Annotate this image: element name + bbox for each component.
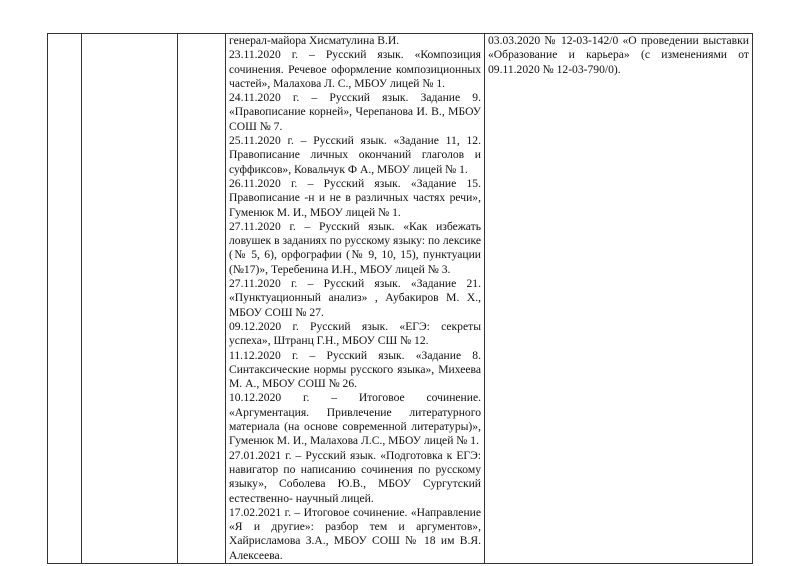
event-entry: 26.11.2020 г. – Русский язык. «Задание 15. Правописание -н и не в различных частях речи», Гуменюк М. И., МБОУ лицей № 1. [229,176,481,219]
event-entry: 27.11.2020 г. – Русский язык. «Как избежать ловушек в заданиях по русскому языку: по лексике (№ 5, 6), орфографии (№ 9, 10, 15), пунктуации (№17)», Теребенина И.Н., МБОУ лицей № 3. [229,219,481,276]
event-entry: 23.11.2020 г. – Русский язык. «Композиция сочинения. Речевое оформление композиционных частей», Малахова Л. С., МБОУ лицей № 1. [229,48,481,90]
event-entry: 27.01.2021 г. – Русский язык. «Подготовка к ЕГЭ: навигатор по написанию сочинения по русскому языку», Соболева Ю.В., МБОУ Сургутский естественно- научный лицей. [229,448,481,505]
event-entry: 09.12.2020 г. Русский язык. «ЕГЭ: секреты успеха», Штранц Г.Н., МБОУ СШ № 12. [229,319,481,348]
cell-empty [82,34,178,564]
events-table [47,33,753,564]
order-text: 03.03.2020 № 12-03-142/0 «О проведении выставки «Образование и карьера» (с изменениями от 09.11.2020 № 12-03-790/0). [488,34,749,76]
event-entry: 11.12.2020 г. – Русский язык. «Задание 8. Синтаксические нормы русского языка», Михеева М. А., МБОУ СОШ № 26. [229,348,481,391]
table-row [48,34,753,564]
cell-order [485,34,753,564]
event-entry: 24.11.2020 г. – Русский язык. Задание 9. «Правописание корней», Черепанова И. В., МБОУ СОШ № 7. [229,91,481,133]
cell-empty [178,34,226,564]
event-entry: 17.02.2021 г. – Итоговое сочинение. «Направление «Я и другие»: разбор тем и аргументов», Хайрисламова З.А., МБОУ СОШ № 18 им В.Я. Алексеева. [229,505,481,562]
cell-number [48,34,82,564]
event-entry: 25.11.2020 г. – Русский язык. «Задание 11, 12. Правописание личных окончаний глаголов и суффиксов», Ковальчук Ф А., МБОУ лицей № 1. [229,134,481,176]
event-entry: генерал-майора Хисматулина В.И. [229,34,400,47]
event-entry: 27.11.2020 г. – Русский язык. «Задание 21. «Пунктуационный анализ» , Аубакиров М. Х., МБОУ СОШ № 27. [229,277,481,319]
event-entry: 10.12.2020 г. – Итоговое сочинение. «Аргументация. Привлечение литературного материала (на основе современной литературы)», Гуменюк М. И., Малахова Л.С., МБОУ лицей № 1. [229,391,481,448]
cell-events [226,34,485,564]
